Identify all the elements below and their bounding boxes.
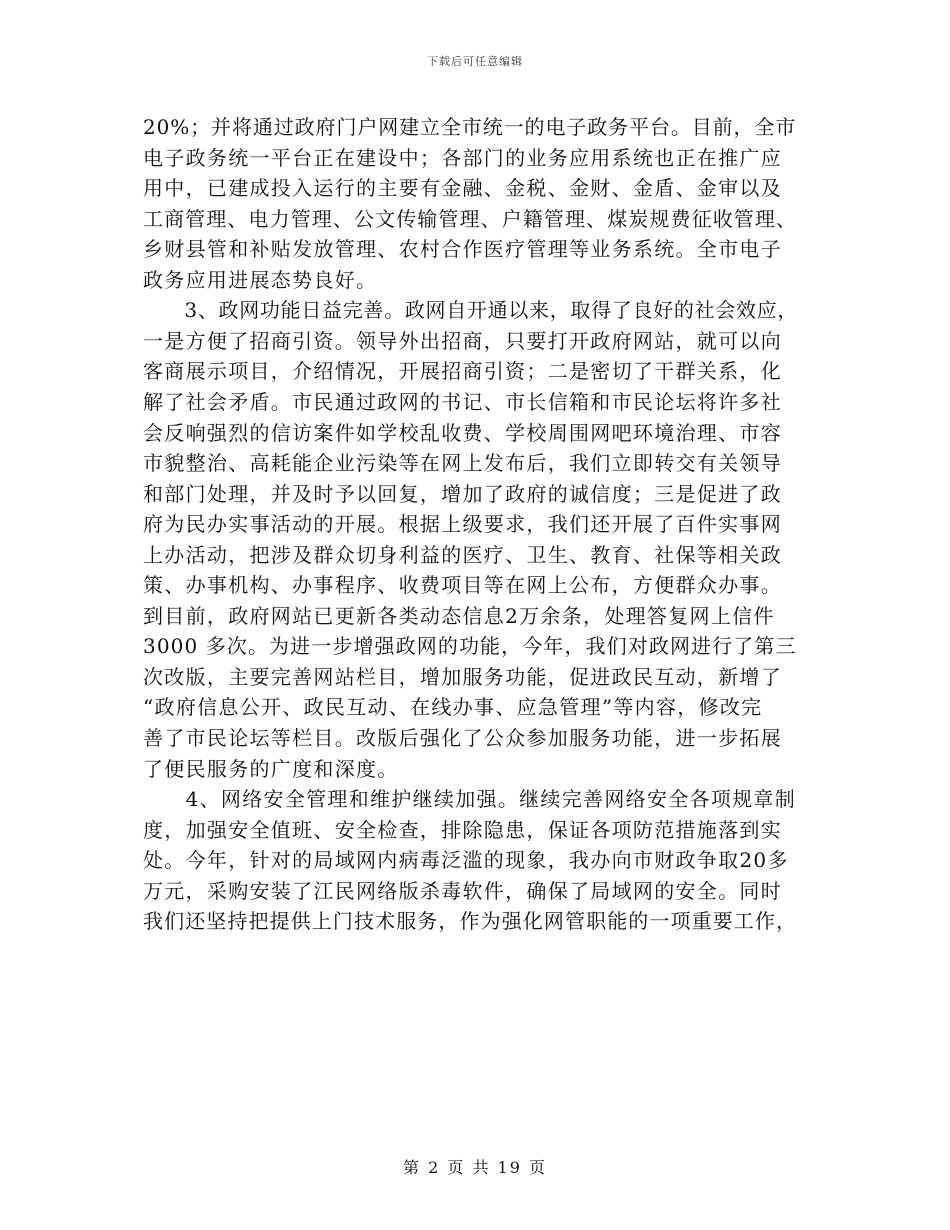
text-line: 了便民服务的广度和深度。	[143, 757, 399, 781]
text-line: 上办活动，把涉及群众切身利益的医疗、卫生、教育、社保等相关政	[143, 543, 782, 567]
text-line: 乡财县管和补贴发放管理、农村合作医疗管理等业务系统。全市电子	[143, 237, 782, 261]
text-line: 我们还坚持把提供上门技术服务，作为强化网管职能的一项重要工作，	[143, 909, 798, 933]
text-line: “政府信息公开、政民互动、在线办事、应急管理”等内容，修改完	[143, 695, 763, 719]
text-line: 电子政务统一平台正在建设中；各部门的业务应用系统也正在推广应	[143, 146, 782, 170]
text-line: 处。今年，针对的局域网内病毒泛滥的现象，我办向市财政争取20多	[143, 848, 789, 872]
text-line: 次改版，主要完善网站栏目，增加服务功能，促进政民互动，新增了	[143, 665, 782, 689]
text-line: 策、办事机构、办事程序、收费项目等在网上公布，方便群众办事。	[143, 573, 782, 597]
page-header: 下载后可任意编辑	[427, 55, 523, 68]
text-line: 客商展示项目，介绍情况，开展招商引资；二是密切了干群关系，化	[143, 359, 782, 383]
page-footer: 第 2 页 共 19 页	[403, 1158, 547, 1177]
text-line: 20%；并将通过政府门户网建立全市统一的电子政务平台。目前，全市	[143, 115, 797, 139]
text-line: 度，加强安全值班、安全检查，排除隐患，保证各项防范措施落到实	[143, 818, 782, 842]
text-line: 政务应用进展态势良好。	[143, 268, 378, 292]
text-line: 一是方便了招商引资。领导外出招商，只要打开政府网站，就可以向	[143, 329, 782, 353]
text-line: 和部门处理，并及时予以回复，增加了政府的诚信度；三是促进了政	[143, 482, 782, 506]
text-line: 会反响强烈的信访案件如学校乱收费、学校周围网吧环境治理、市容	[143, 421, 782, 445]
text-line: 3、政网功能日益完善。政网自开通以来，取得了良好的社会效应，	[143, 298, 799, 322]
text-line: 解了社会矛盾。市民通过政网的书记、市长信箱和市民论坛将许多社	[143, 390, 782, 414]
text-line: 善了市民论坛等栏目。改版后强化了公众参加服务功能，进一步拓展	[143, 726, 782, 750]
text-line: 3000 多次。为进一步增强政网的功能，今年，我们对政网进行了第三	[143, 634, 797, 658]
text-line: 到目前，政府网站已更新各类动态信息2万余条，处理答复网上信件	[143, 604, 775, 628]
text-line: 用中，已建成投入运行的主要有金融、金税、金财、金盾、金审以及	[143, 176, 782, 200]
text-line: 府为民办实事活动的开展。根据上级要求，我们还开展了百件实事网	[143, 512, 782, 536]
text-line: 万元，采购安装了江民网络版杀毒软件，确保了局域网的安全。同时	[143, 879, 782, 903]
text-line: 市貌整治、高耗能企业污染等在网上发布后，我们立即转交有关领导	[143, 451, 782, 475]
text-line: 工商管理、电力管理、公文传输管理、户籍管理、煤炭规费征收管理、	[143, 207, 798, 231]
text-line: 4、网络安全管理和维护继续加强。继续完善网络安全各项规章制	[143, 787, 797, 811]
